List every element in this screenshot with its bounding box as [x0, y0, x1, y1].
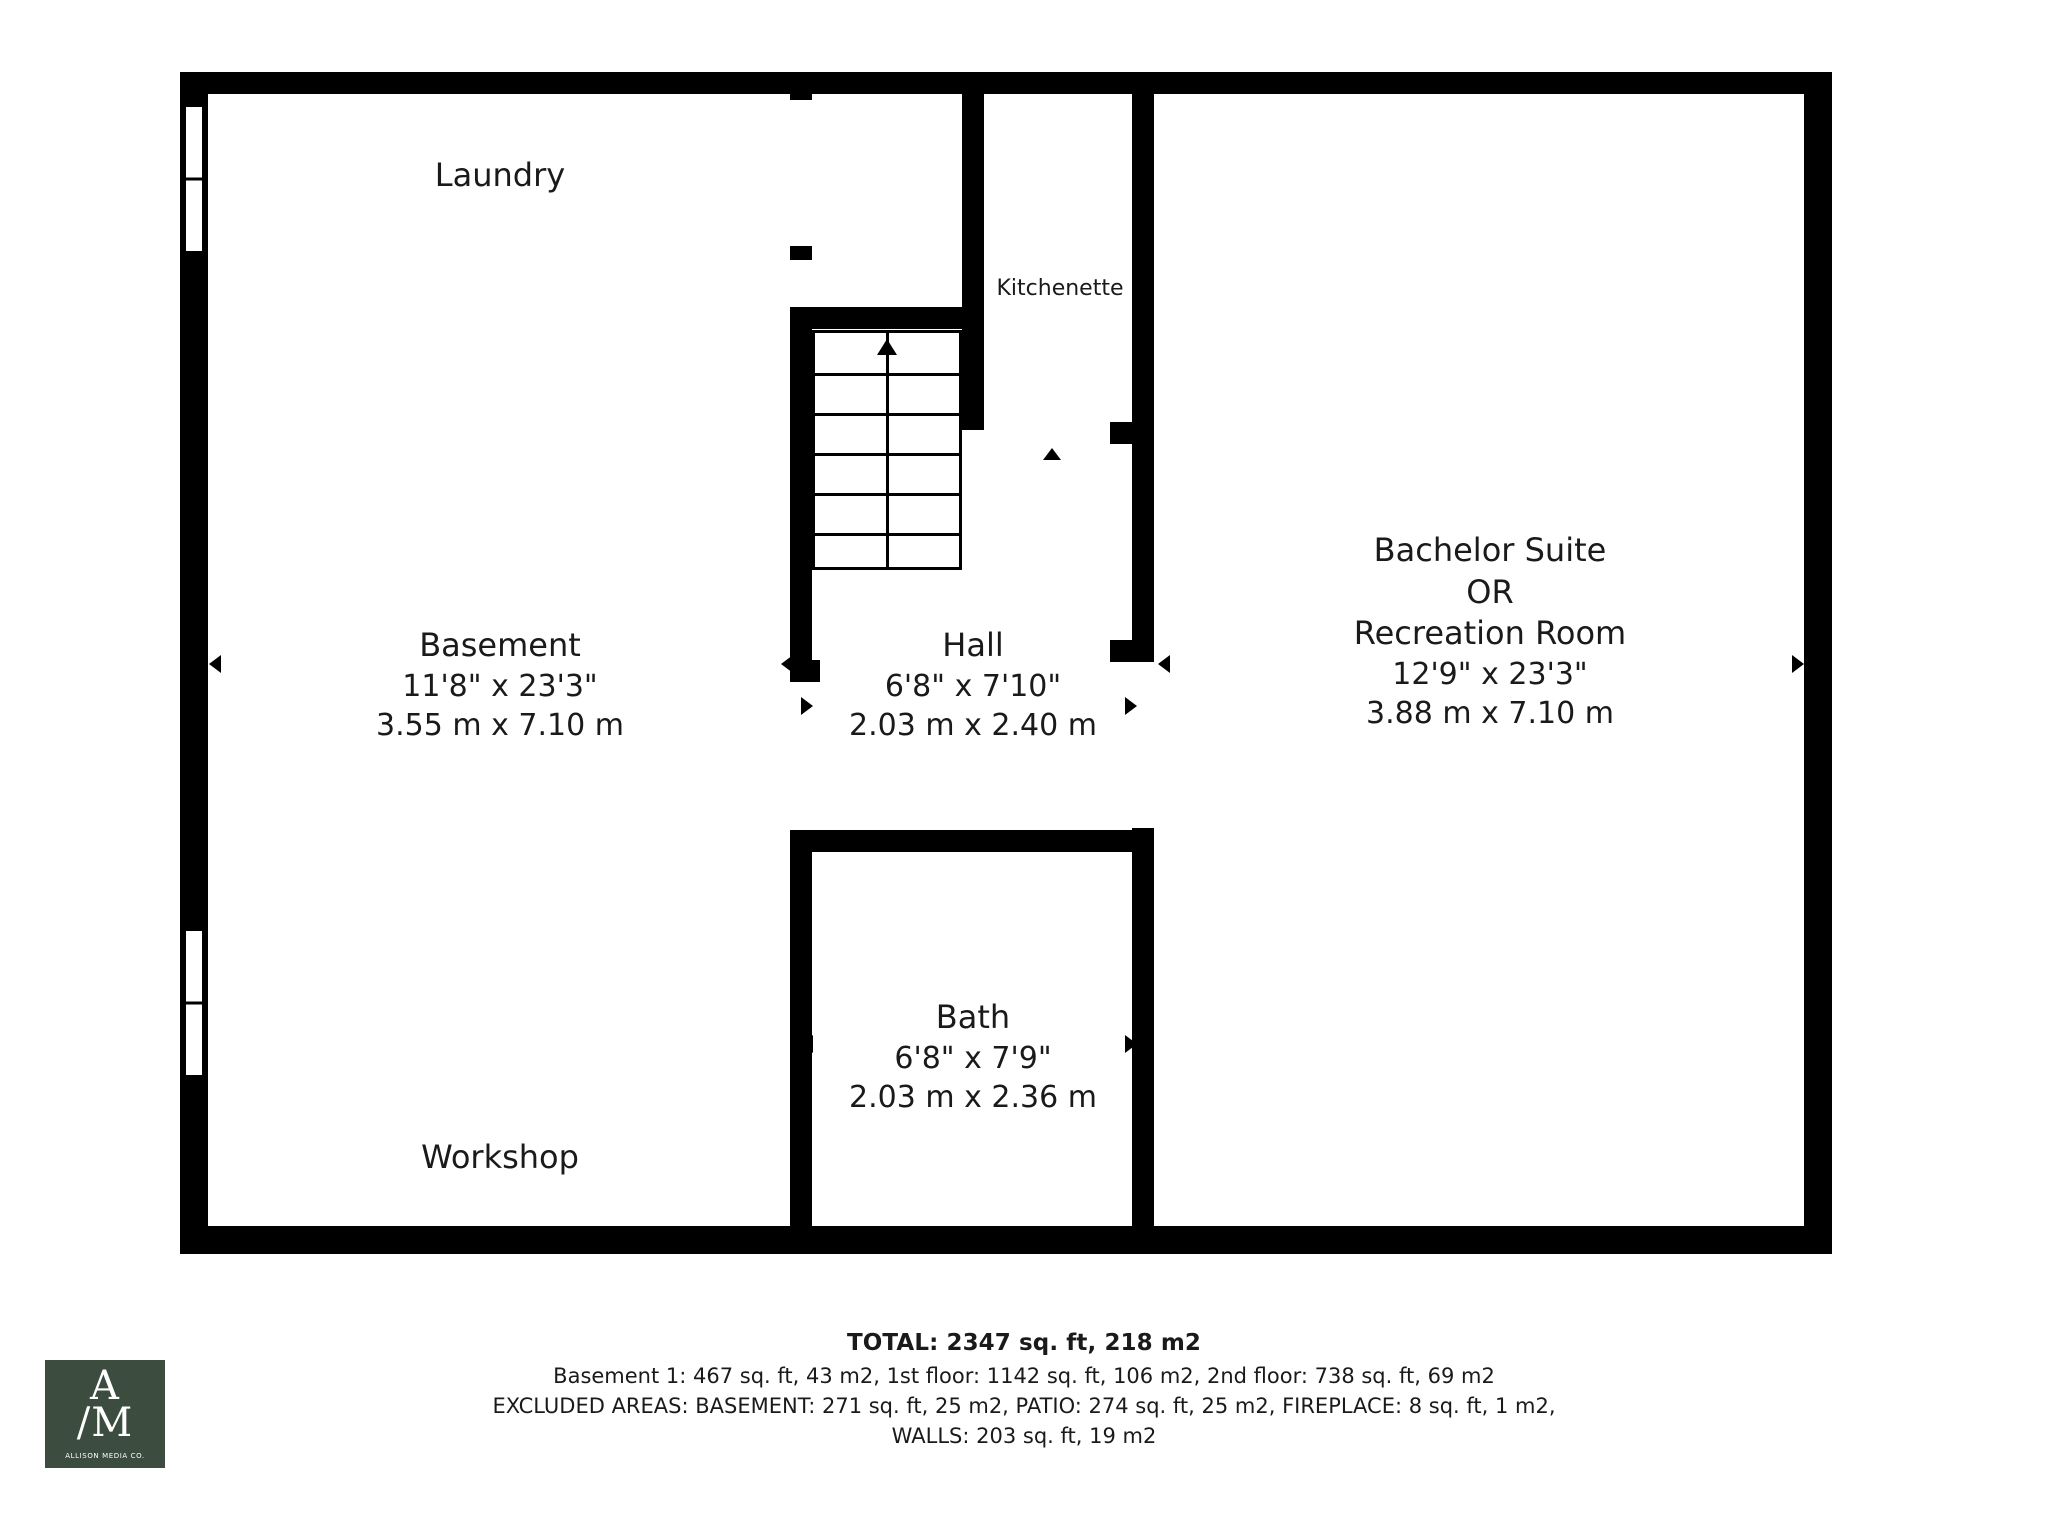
interior-wall-right-vertical-upper: [1132, 80, 1154, 422]
stair-tread: [815, 453, 959, 456]
room-label-bachelor-suite: [1200, 530, 1780, 733]
room-name: Workshop: [421, 1138, 579, 1176]
arrow-marker-suite-left: [1158, 655, 1170, 673]
stair-enclosure-wall-right: [962, 80, 984, 430]
room-dimensions-imperial: 11'8" x 23'3": [402, 668, 598, 704]
room-name-alternate: Recreation Room: [1353, 614, 1627, 653]
room-name: Bath: [935, 998, 1011, 1036]
window-left-lower: [183, 928, 205, 1078]
room-dimensions-metric: 2.03 m x 2.40 m: [849, 707, 1097, 743]
room-dimensions-metric: 2.03 m x 2.36 m: [849, 1079, 1097, 1115]
excluded-areas-text: EXCLUDED AREAS: BASEMENT: 271 sq. ft, 25 m2, PATIO: 274 sq. ft, 25 m2, FIREPLACE: 8 sq. ft, 1 m2,: [492, 1393, 1556, 1418]
arrow-marker-left-wall: [209, 655, 221, 673]
room-label-hall: [818, 625, 1128, 745]
room-dimensions-metric: 3.88 m x 7.10 m: [1366, 695, 1614, 731]
arrow-marker-hall-left-lower: [801, 697, 813, 715]
door-opening-laundry-stairs: [790, 100, 812, 246]
arrow-marker-top-left: [495, 78, 513, 90]
room-name: Hall: [942, 626, 1004, 664]
room-dimensions-imperial: 12'9" x 23'3": [1392, 656, 1588, 692]
exterior-wall-top: [180, 72, 1832, 94]
window-left-upper: [183, 104, 205, 254]
stair-center-rail: [886, 333, 889, 567]
wall-stub-kitchenette: [1110, 422, 1154, 444]
room-label-laundry: [340, 155, 660, 197]
room-label-workshop: [340, 1137, 660, 1179]
arrow-marker-bottom-mid: [963, 1226, 981, 1238]
door-opening-hall-suite: [1132, 662, 1154, 828]
stair-tread: [815, 533, 959, 536]
exterior-wall-right: [1804, 72, 1832, 1254]
room-name: Basement: [419, 626, 581, 664]
room-label-kitchenette: [930, 275, 1190, 304]
arrow-marker-bottom-left: [495, 1226, 513, 1238]
room-dimensions-imperial: 6'8" x 7'10": [884, 668, 1062, 704]
logo-monogram-top: A: [90, 1363, 120, 1410]
interior-wall-left-vertical-mid: [790, 310, 812, 682]
stair-tread: [815, 413, 959, 416]
area-summary: [0, 1330, 2048, 1451]
floor-breakdown-text: Basement 1: 467 sq. ft, 43 m2, 1st floor: 1142 sq. ft, 106 m2, 2nd floor: 738 sq. ft, 69 m2: [553, 1364, 1495, 1388]
total-area-text: TOTAL: 2347 sq. ft, 218 m2: [846, 1330, 1202, 1356]
room-name-conjunction: OR: [1466, 572, 1514, 611]
staircase: [812, 330, 962, 570]
stair-enclosure-wall-top: [790, 307, 984, 329]
arrow-marker-top-right: [1478, 78, 1496, 90]
arrow-marker-bottom-right: [1478, 1226, 1496, 1238]
stairs-up-arrow-icon: [877, 339, 897, 355]
stair-tread: [815, 373, 959, 376]
logo-tagline: ALLISON MEDIA CO.: [65, 1451, 145, 1460]
interior-wall-hall-bath: [790, 830, 1154, 852]
arrow-marker-kitchenette: [1043, 448, 1061, 460]
room-name: Bachelor Suite: [1373, 531, 1607, 569]
arrow-marker-right-wall: [1792, 655, 1804, 673]
room-name: Laundry: [434, 156, 566, 194]
room-dimensions-imperial: 6'8" x 7'9": [894, 1040, 1052, 1076]
room-name: Kitchenette: [996, 276, 1124, 301]
room-label-bath: [818, 997, 1128, 1117]
company-logo: [45, 1360, 165, 1468]
wall-stub-hall-left: [790, 660, 820, 682]
arrow-marker-hall-bottom: [1043, 832, 1061, 844]
arrow-marker-bath-left: [801, 1035, 813, 1053]
interior-wall-right-vertical-mid: [1132, 422, 1154, 662]
stair-tread: [815, 493, 959, 496]
logo-monogram-bottom: /M: [76, 1400, 134, 1446]
exterior-wall-bottom: [180, 1226, 1832, 1254]
walls-area-text: WALLS: 203 sq. ft, 19 m2: [891, 1423, 1157, 1448]
room-label-basement: [340, 625, 660, 745]
room-dimensions-metric: 3.55 m x 7.10 m: [376, 707, 624, 743]
arrow-marker-hall-left-upper: [781, 655, 793, 673]
